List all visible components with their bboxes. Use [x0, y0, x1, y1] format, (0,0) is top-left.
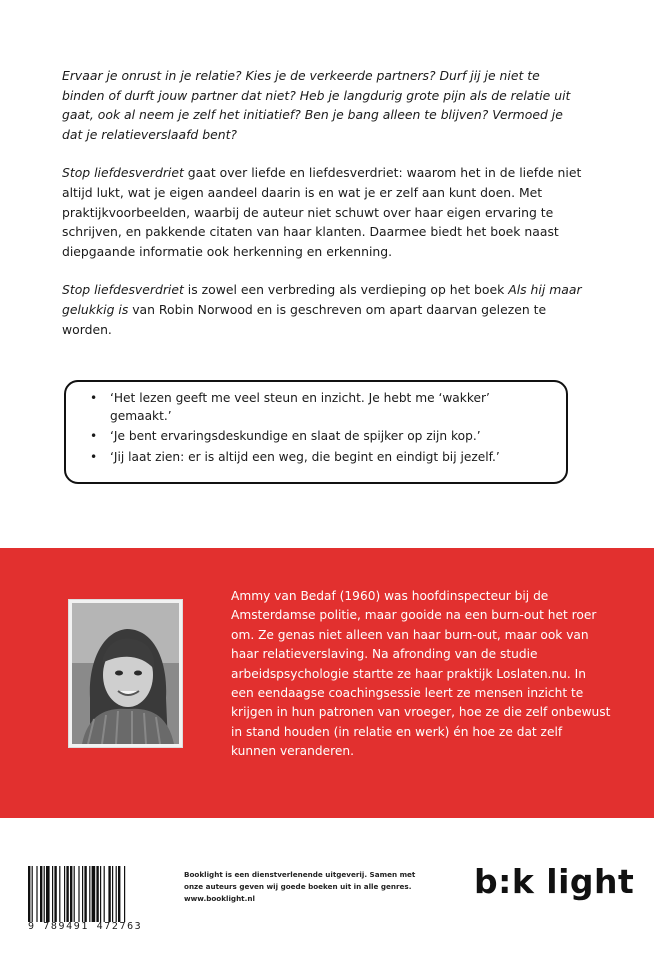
footer [0, 818, 654, 960]
testimonial-text: ‘Jij laat zien: er is altijd een weg, die begint en eindigt bij jezelf.’ [110, 449, 500, 464]
testimonial [90, 390, 554, 425]
book-title: Stop liefdesverdriet [62, 165, 184, 181]
testimonials-list [90, 390, 554, 466]
author-photo-image [72, 603, 179, 744]
relation-text-end: van Robin Norwood en is geschreven om apart daarvan gelezen te worden. [62, 301, 547, 337]
intro-description [62, 163, 582, 261]
back-cover-intro [62, 66, 582, 358]
bullet-icon: • [90, 391, 98, 405]
isbn-number: 9 789491 472763 [28, 921, 143, 932]
testimonial-text: ‘Je bent ervaringsdeskundige en slaat de spijker op zijn kop.’ [110, 429, 481, 444]
relation-text: is zowel een verbreding als verdieping op het boek [183, 282, 509, 298]
testimonial-text: ‘Het lezen geeft me veel steun en inzicht. Je hebt me ‘wakker’ gemaakt.’ [110, 391, 490, 423]
referenced-book-title: Als hij maar gelukkig is [62, 282, 582, 317]
author-bio-text: Ammy van Bedaf (1960) was hoofdinspecteur bij de Amsterdamse politie, maar gooide na een burn-out het roer om. Ze genas niet alleen van haar burn-out, maar ook van haar relatieverslaving. Na afronding van de studie arbeidspsychologie startte ze haar praktijk Loslaten.nu. In een eendaagse coachingsessie leert ze mensen inzicht te krijgen in hun patronen van vroeger, hoe ze die zelf onbewust in stand houden (in relatie en werk) én hoe ze dat zelf kunnen veranderen. [231, 589, 611, 759]
barcode [28, 866, 154, 926]
bullet-icon: • [90, 429, 98, 444]
booklight-logo: b:k light [474, 862, 635, 901]
book-title-2: Stop liefdesverdriet [62, 282, 184, 298]
intro-relation [62, 280, 582, 339]
testimonial [90, 449, 554, 467]
bullet-icon: • [90, 449, 98, 464]
publisher-info: Booklight is een dienstverlenende uitgeverij. Samen met onze auteurs geven wij goede boeken uit in alle genres. www.booklight.nl [184, 870, 416, 903]
description-text: gaat over liefde en liefdesverdriet: waarom het in de liefde niet altijd lukt, wat je eigen aandeel daarin is en wat je er zelf aan kunt doen. Met praktijkvoorbeelden, waarbij de auteur niet schuwt over haar eigen ervaring te schrijven, en pakkende citaten van haar klanten. Daarmee biedt het boek naast diepgaande informatie ook herkenning en erkenning. [62, 165, 582, 259]
testimonials-box [64, 380, 568, 484]
author-bio-band [0, 548, 654, 818]
author-photo [68, 599, 183, 748]
testimonial [90, 428, 554, 446]
intro-questions: Ervaar je onrust in je relatie? Kies je de verkeerde partners? Durf jij je niet te binden of durft jouw partner dat niet? Heb je langdurig grote pijn als de relatie uit gaat, ook al neem je zelf het initiatief? Ben je bang alleen te blijven? Vermoed je dat je relatieverslaafd bent? [62, 68, 571, 142]
